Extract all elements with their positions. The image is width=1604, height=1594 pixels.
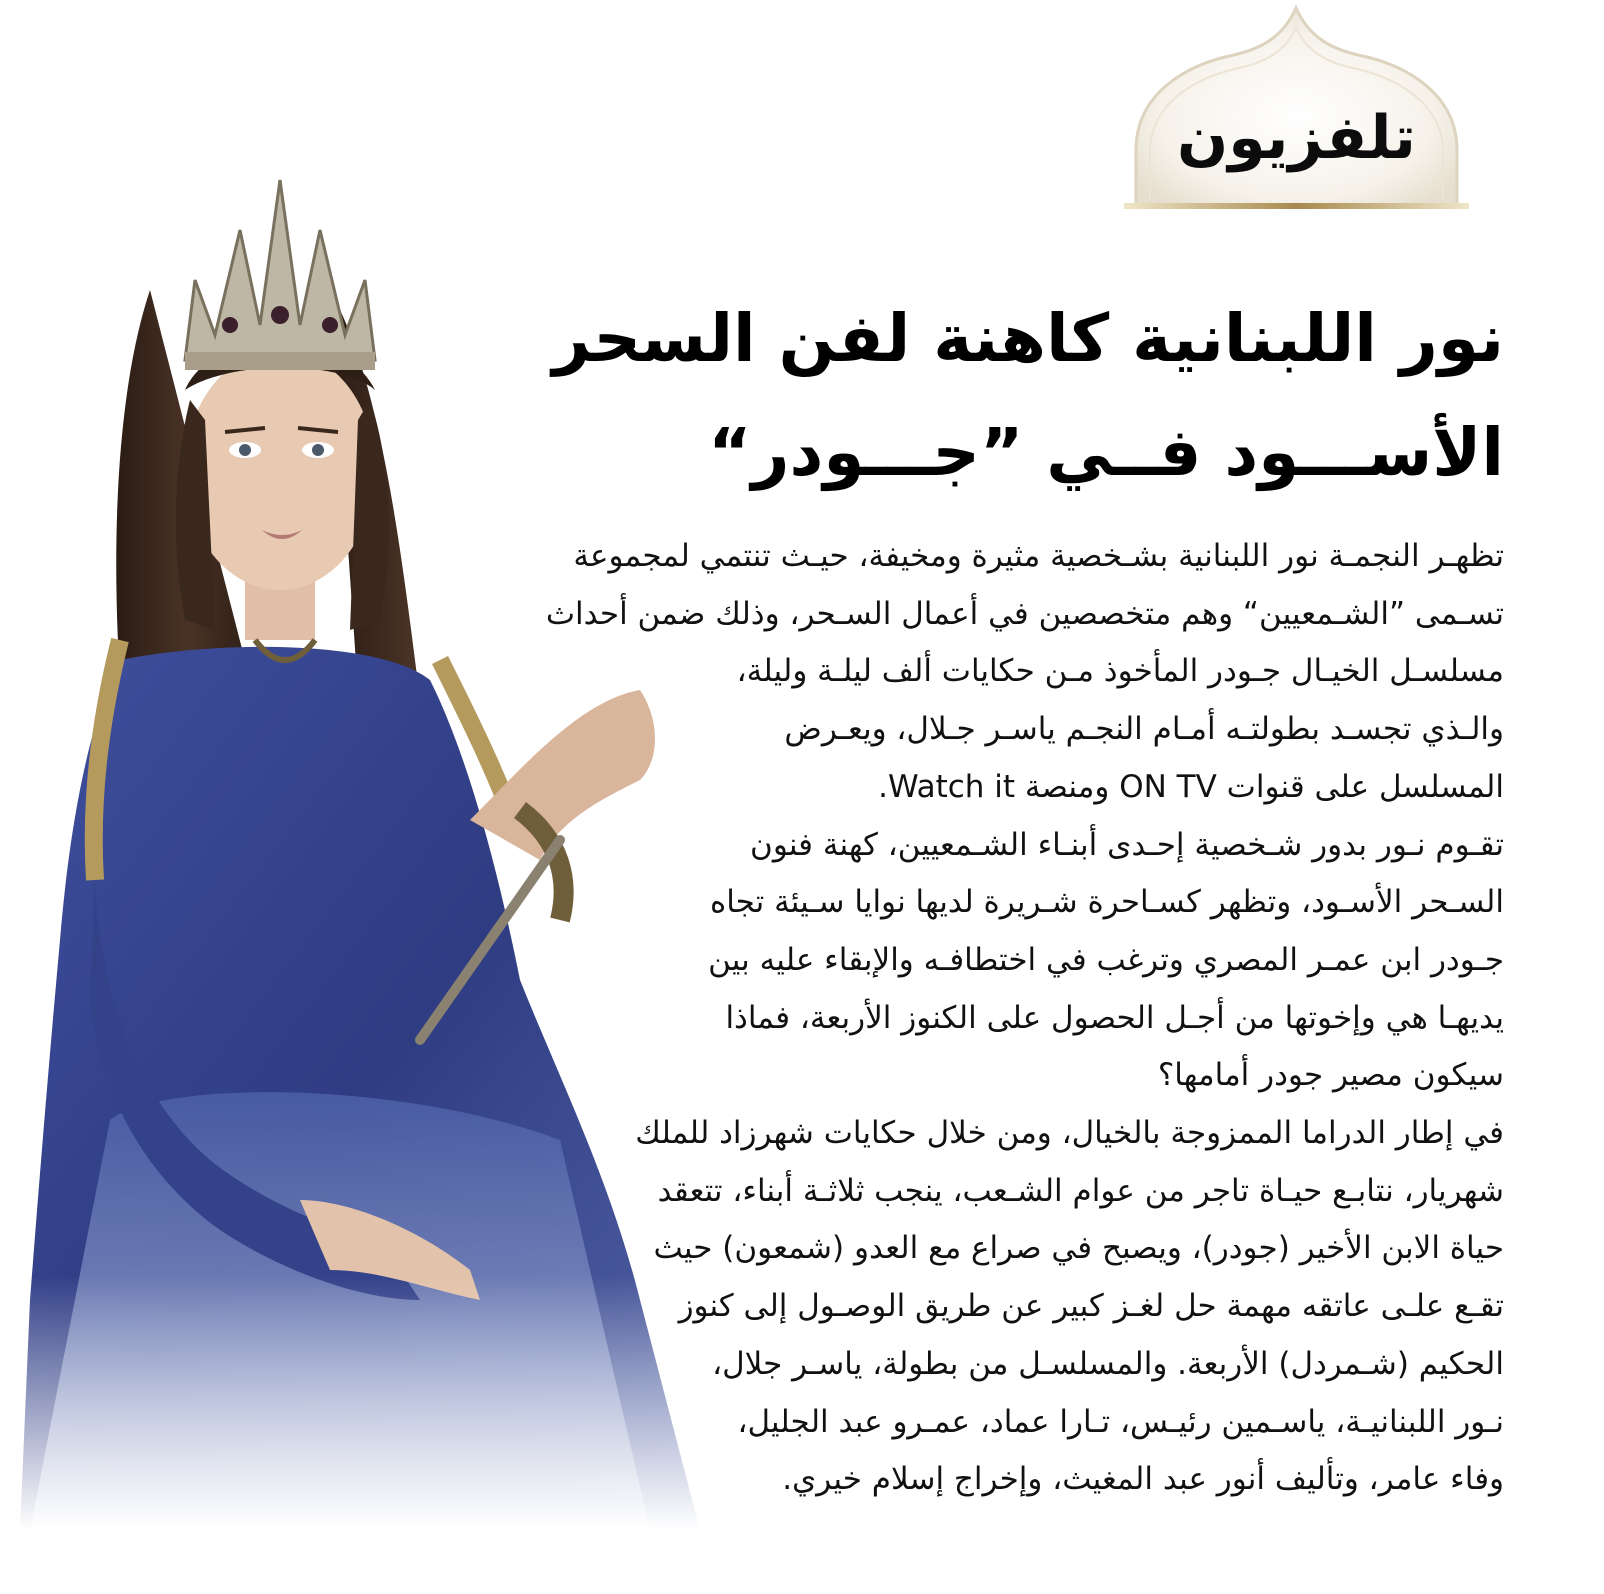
article-line: سيكون مصير جودر أمامها؟	[1157, 1057, 1504, 1094]
article-line: جـودر ابن عمـر المصري وترغب في اختطافـه والإبقاء عليه بين	[708, 941, 1504, 978]
headline-line: الأســـود فــي ”جـــودر“	[708, 414, 1504, 491]
article-line: المسلسل على قنوات ON TV ومنصة Watch it.	[878, 768, 1504, 805]
headline-line: نور اللبنانية كاهنة لفن السحر	[552, 300, 1504, 377]
article-line: حياة الابن الأخير (جودر)، ويصبح في صراع مع العدو (شمعون) حيث	[653, 1230, 1504, 1267]
article-line: تقـوم نـور بدور شـخصية إحـدى أبنـاء الشـمعيين، كهنة فنون	[750, 826, 1504, 863]
article-line: شهريار، نتابـع حيـاة تاجر من عوام الشـعب، ينجب ثلاثـة أبناء، تتعقد	[657, 1172, 1504, 1209]
article-line: مسلسـل الخيـال جـودر المأخوذ مـن حكايات ألف ليلـة وليلة،	[736, 653, 1504, 690]
section-label: تلفزيون	[1177, 103, 1416, 173]
article-line: تسـمى ”الشـمعيين“ وهم متخصصين في أعمال السـحر، وذلك ضمن أحداث	[545, 595, 1504, 632]
article-line: تظهـر النجمـة نور اللبنانية بشـخصية مثيرة ومخيفة، حيـث تنتمي لمجموعة	[573, 538, 1504, 574]
article-body	[494, 528, 1504, 1509]
article-line: نـور اللبنانيـة، ياسـمين رئيـس، تـارا عماد، عمـرو عبد الجليل،	[737, 1403, 1504, 1440]
article-line: والـذي تجسـد بطولتـه أمـام النجـم ياسـر جـلال، ويعـرض	[784, 711, 1504, 748]
section-badge	[1124, 0, 1469, 215]
article-line: تقـع علـى عاتقه مهمة حل لغـز كبير عن طريق الوصـول إلى كنوز	[678, 1288, 1504, 1325]
article-headline	[552, 282, 1504, 510]
article-line: الحكيم (شـمردل) الأربعة. والمسلسـل من بطولة، ياسـر جلال،	[712, 1345, 1504, 1382]
article-line: في إطار الدراما الممزوجة بالخيال، ومن خلال حكايات شهرزاد للملك	[635, 1115, 1504, 1152]
article-line: يديهـا هي وإخوتها من أجـل الحصول على الكنوز الأربعة، فماذا	[725, 999, 1504, 1036]
article-line: السـحر الأسـود، وتظهر كسـاحرة شـريرة لديها نوايا سـيئة تجاه	[709, 884, 1504, 921]
article-line: وفاء عامر، وتأليف أنور عبد المغيث، وإخراج إسلام خيري.	[782, 1461, 1504, 1498]
